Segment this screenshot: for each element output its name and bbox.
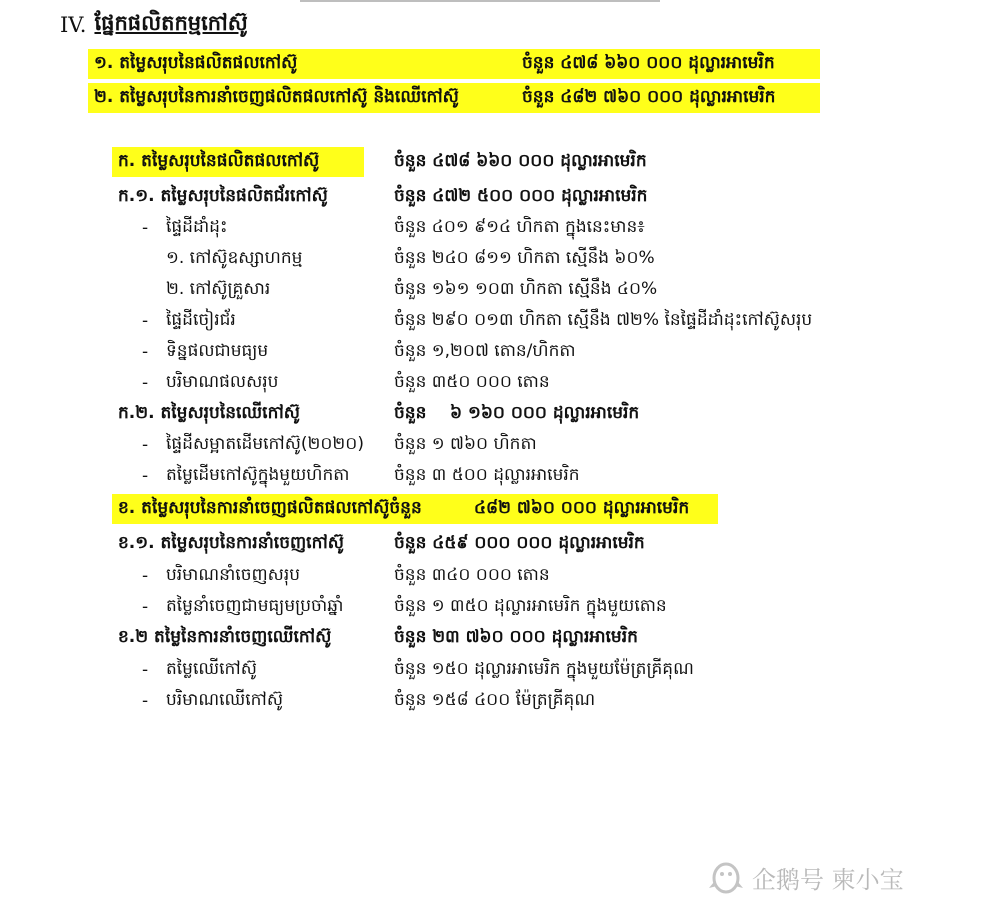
watermark-text: 企鹅号 柬小宝: [752, 866, 904, 894]
part-b2-row: [112, 623, 712, 653]
part-a1-value: ចំនួន ៤៧២ ៥០០ ០០០ ដុល្លារអាមេរិក: [394, 185, 648, 206]
list-item: - ផ្ទៃដីសម្អាតដើមកៅស៊ូ(២០២០) ចំនួន ១ ៧៦០ ហិកតា: [142, 433, 537, 455]
part-b2-label: ខ.២ តម្លៃនៃការនាំចេញឈើកៅស៊ូ: [118, 626, 332, 647]
list-item: - បរិមាណឈើកៅស៊ូ ចំនួន ១៥៨ ៤០០ ម៉ែត្រគ្រីគុណ: [142, 689, 596, 711]
part-b1-row: [112, 529, 712, 559]
top-cut-line: [300, 0, 660, 8]
part-b1-label: ខ.១. តម្លៃសរុបនៃការនាំចេញកៅស៊ូ: [118, 532, 344, 553]
list-item: ១. កៅស៊ូឧស្សាហកម្ម ចំនួន ២៤០ ៨១១ ហិកតា ស្មើនឹង ៦០%: [166, 247, 655, 268]
part-a1-row: [112, 182, 712, 212]
list-item: - បរិមាណនាំចេញសរុប ចំនួន ៣៤០ ០០០ តោន: [142, 564, 550, 586]
summary-row-2: [88, 83, 820, 113]
summary-row-1: [88, 49, 820, 79]
part-a2-row: [112, 399, 712, 429]
watermark: [708, 860, 904, 895]
list-item: - ផ្ទៃដីដាំដុះ ចំនួន ៤០១ ៩១៤ ហិកតា ក្នុងនេះមាន៖: [142, 216, 645, 238]
list-item: - តម្លៃដើមកៅស៊ូក្នុងមួយហិកតា ចំនួន ៣ ៥០០ ដុល្លារអាមេរិក: [142, 464, 580, 486]
part-a-value: ចំនួន ៤៧៨ ៦៦០ ០០០ ដុល្លារអាមេរិក: [394, 150, 647, 171]
list-item: - តម្លៃនាំចេញជាមធ្យមប្រចាំឆ្នាំ ចំនួន ១ ៣៥០ ដុល្លារអាមេរិក ក្នុងមួយតោន: [142, 595, 667, 617]
part-b-value: ៤៨២ ៧៦០ ០០០ ដុល្លារអាមេរិក: [474, 497, 690, 518]
penguin-icon: [708, 862, 744, 894]
list-item: ២. កៅស៊ូគ្រួសារ ចំនួន ១៦១ ១០៣ ហិកតា ស្មើនឹង ៤០%: [166, 278, 658, 299]
summary-row-1-label: ១. តម្លៃសរុបនៃផលិតផលកៅស៊ូ: [94, 52, 298, 73]
part-b-row: [112, 494, 718, 524]
summary-row-2-value: ចំនួន ៤៨២ ៧៦០ ០០០ ដុល្លារអាមេរិក: [522, 86, 776, 107]
part-a-label: ក. តម្លៃសរុបនៃផលិតផលកៅស៊ូ: [118, 150, 320, 171]
part-a-value-box: [384, 147, 714, 177]
part-b2-value: ចំនួន ២៣ ៧៦០ ០០០ ដុល្លារអាមេរិក: [394, 626, 638, 647]
list-item: - ទិន្នផលជាមធ្យម ចំនួន ១,២០៧ តោន/ហិកតា: [142, 340, 576, 362]
list-item: - បរិមាណផលសរុប ចំនួន ៣៥០ ០០០ តោន: [142, 371, 550, 393]
part-b-label: ខ. តម្លៃសរុបនៃការនាំចេញផលិតផលកៅស៊ូចំនួន: [118, 497, 422, 518]
summary-row-2-label: ២. តម្លៃសរុបនៃការនាំចេញផលិតផលកៅស៊ូ និងឈើកៅស៊ូ: [94, 86, 459, 107]
part-a1-label: ក.១. តម្លៃសរុបនៃផលិតជ័រកៅស៊ូ: [118, 185, 328, 206]
part-a2-label: ក.២. តម្លៃសរុបនៃឈើកៅស៊ូ: [118, 402, 300, 423]
part-a-label-box: [112, 147, 364, 177]
list-item: - តម្លៃឈើកៅស៊ូ ចំនួន ១៥០ ដុល្លារអាមេរិក ក្នុងមួយម៉ែត្រគ្រីគុណ: [142, 658, 694, 680]
part-b1-value: ចំនួន ៤៥៩ ០០០ ០០០ ដុល្លារអាមេរិក: [394, 532, 645, 553]
list-item: - ផ្ទៃដីចៀរជ័រ ចំនួន ២៩០ ០១៣ ហិកតា ស្មើនឹង ៧២% នៃផ្ទៃដីដាំដុះកៅស៊ូសរុប: [142, 309, 813, 331]
section-title: ផ្នែកផលិតកម្មកៅស៊ូ: [94, 10, 248, 35]
summary-row-1-value: ចំនួន ៤៧៨ ៦៦០ ០០០ ដុល្លារអាមេរិក: [522, 52, 775, 73]
part-a2-value: ចំនួន ៦ ១៦០ ០០០ ដុល្លារអាមេរិក: [394, 402, 640, 423]
section-number: IV.: [60, 13, 87, 37]
section-heading: [60, 8, 248, 42]
